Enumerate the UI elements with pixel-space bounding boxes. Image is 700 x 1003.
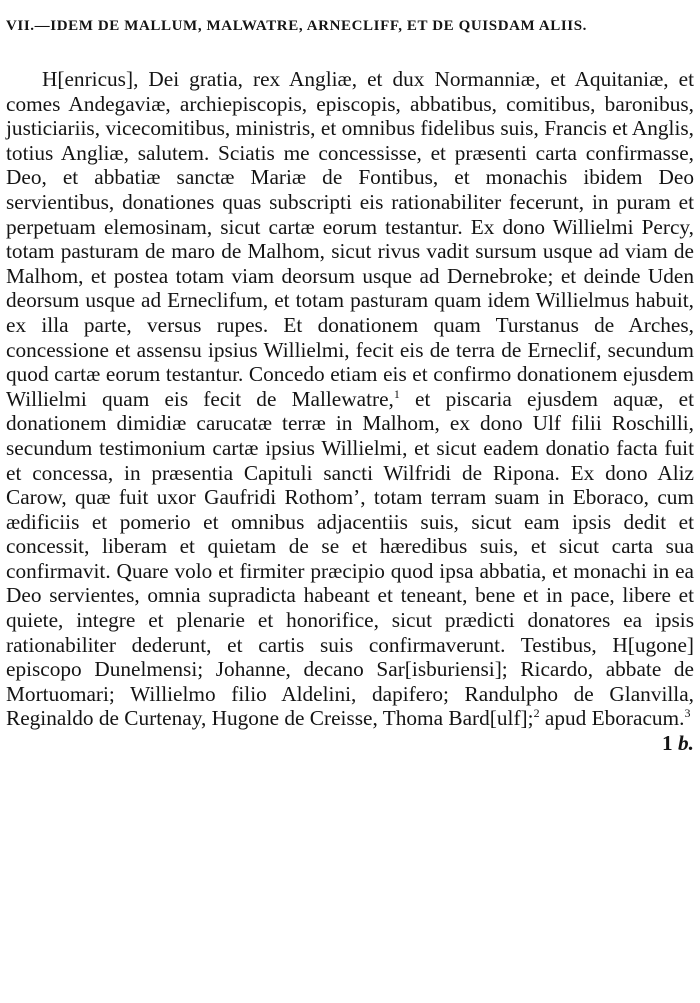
folio-number: 1 bbox=[662, 731, 673, 756]
document-page bbox=[6, 14, 694, 756]
charter-text-segment-3: apud Eboracum. bbox=[539, 706, 685, 731]
footnote-ref-2: 2 bbox=[533, 706, 540, 721]
footnote-ref-1: 1 bbox=[393, 386, 400, 401]
charter-heading: VII.—IDEM DE MALLUM, MALWATRE, ARNECLIFF, ET DE QUISDAM ALIIS. bbox=[6, 18, 588, 34]
folio-letter: b. bbox=[678, 731, 694, 756]
folio-reference bbox=[662, 731, 694, 756]
charter-text-segment-2: et piscaria ejusdem aquæ, et donationem dimidiæ carucatæ terræ in Malhom, ex dono Ulf filii Roschilli, secundum testimonium cartæ ipsius Willielmi, et sicut eadem donatio facta fuit et concessa, in præsentia Capituli sancti Wilfridi de Ripona. Ex dono Aliz Carow, quæ fuit uxor Gaufridi Rothom’, totam terram suam in Eboraco, cum ædificiis et pomerio et omnibus adjacentiis suis, sicut eam ipsis dedit et concessit, liberam et quietam de se et hæredibus suis, et sicut carta sua confirmavit. Quare volo et firmiter præcipio quod ipsa abbatia, et monachi in ea Deo servientes, omnia supradicta habeant et teneant, bene et in pace, libere et quiete, integre et plenarie et honorifice, sicut prædicti donatores ea ipsis rationabiliter dederunt, et cartis suis confirmaverunt. Testibus, H[ugone] episcopo Dunelmensi; Johanne, decano Sar[isburiensi]; Ricardo, abbate de Mortuomari; Willielmo filio Aldelini, dapifero; Randulpho de Glanvilla, Reginaldo de Curtenay, Hugone de Creisse, Thoma Bard[ulf]; bbox=[6, 386, 694, 731]
footnote-ref-3: 3 bbox=[684, 706, 691, 721]
charter-text-segment-1: H[enricus], Dei gratia, rex Angliæ, et dux Normanniæ, et Aquitaniæ, et comes Andegaviæ, archiepiscopis, episcopis, abbatibus, comitibus, baronibus, justiciariis, vicecomitibus, ministris, et omnibus fidelibus suis, Francis et Anglis, totius Angliæ, salutem. Sciatis me concessisse, et præsenti carta confirmasse, Deo, et abbatiæ sanctæ Mariæ de Fontibus, et monachis ibidem Deo servientibus, donationes quas subscripti eis rationabiliter fecerunt, in puram et perpetuam elemosinam, sicut cartæ eorum testantur. Ex dono Willielmi Percy, totam pasturam de maro de Malhom, sicut rivus vadit sursum usque ad viam de Malhom, et postea totam viam deorsum usque ad Dernebroke; et deinde Uden deorsum usque ad Erneclifum, et totam pasturam quam idem Willielmus habuit, ex illa parte, versus rupes. Et donationem quam Turstanus de Arches, concessione et assensu ipsius Willielmi, fecit eis de terra de Erneclif, secundum quod cartæ eorum testantur. Concedo etiam eis et confirmo donationem ejusdem Willielmi quam eis fecit de Mallewatre, bbox=[6, 67, 694, 411]
charter-text bbox=[6, 67, 694, 756]
